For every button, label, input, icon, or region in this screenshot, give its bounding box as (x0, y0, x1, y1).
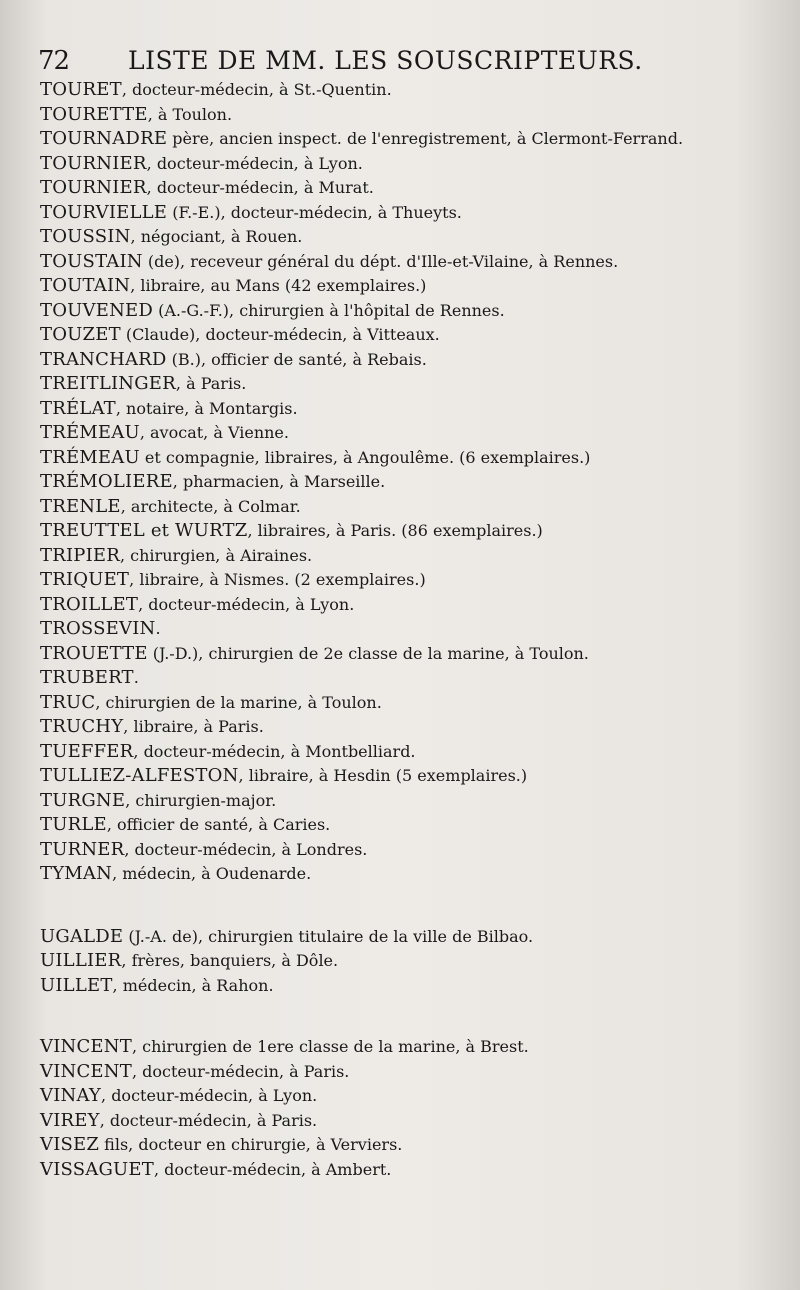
subscriber-detail: fils, docteur en chirurgie, à Verviers. (99, 1135, 403, 1154)
subscriber-name: TROSSEVIN (40, 618, 156, 639)
subscriber-entry (40, 421, 780, 446)
subscriber-entry (40, 1035, 780, 1060)
subscriber-detail: , négociant, à Rouen. (130, 227, 303, 246)
subscriber-detail: , pharmacien, à Marseille. (172, 472, 386, 491)
subscriber-entry (40, 1158, 780, 1183)
subscriber-entry (40, 225, 780, 250)
subscriber-entry (40, 176, 780, 201)
subscriber-name: TOURNIER (40, 152, 147, 174)
subscriber-detail: , médecin, à Oudenarde. (112, 864, 312, 883)
subscriber-name: TURLE (40, 814, 107, 835)
subscriber-entry (40, 789, 780, 814)
subscriber-name: VISEZ (40, 1134, 100, 1155)
subscriber-entry (40, 201, 780, 226)
subscriber-entry (40, 1084, 780, 1109)
subscriber-name: TRUBERT (40, 667, 134, 688)
subscriber-name: VINAY (40, 1085, 102, 1106)
section-gap (40, 887, 780, 925)
subscriber-detail: (B.), officier de santé, à Rebais. (166, 349, 427, 369)
subscriber-detail: , à Toulon. (147, 104, 233, 124)
subscriber-detail: , frères, banquiers, à Dôle. (121, 951, 339, 970)
subscriber-name: TOUTAIN (40, 275, 131, 296)
subscriber-entry (40, 1060, 780, 1085)
subscriber-name: TOURVIELLE (40, 201, 168, 223)
subscriber-detail: , docteur-médecin, à Londres. (124, 839, 368, 859)
subscriber-detail: (J.-D.), chirurgien de 2e classe de la marine, à Toulon. (147, 643, 589, 663)
subscriber-detail: . (155, 619, 161, 638)
subscriber-name: TRUC (40, 691, 96, 713)
subscriber-name: TRIPIER (40, 544, 120, 566)
subscriber-name: TOUVENED (40, 299, 153, 321)
subscriber-detail: . (133, 668, 139, 687)
subscriber-entry (40, 925, 780, 950)
subscriber-detail: , docteur-médecin, à Ambert. (153, 1159, 392, 1179)
subscriber-name: TREITLINGER (40, 373, 176, 394)
subscriber-detail: , docteur-médecin, à St.-Quentin. (121, 80, 392, 99)
subscriber-detail: , docteur-médecin, à Lyon. (101, 1086, 318, 1105)
subscriber-detail: , docteur-médecin, à Paris. (131, 1061, 350, 1081)
subscriber-entry (40, 250, 780, 275)
subscriber-detail: , docteur-médecin, à Lyon. (146, 153, 363, 173)
subscriber-name: VIREY (40, 1109, 100, 1131)
subscriber-detail: , libraire, au Mans (42 exemplaires.) (130, 276, 427, 295)
subscriber-detail: , architecte, à Colmar. (120, 496, 301, 516)
subscriber-detail: (F.-E.), docteur-médecin, à Thueyts. (167, 202, 462, 222)
subscriber-detail: , médecin, à Rahon. (112, 975, 274, 995)
subscriber-detail: (de), receveur général du dépt. d'Ille-et-Vilaine, à Rennes. (142, 251, 619, 271)
subscriber-name: TRÉMEAU (40, 446, 140, 468)
subscriber-entry (40, 813, 780, 838)
subscriber-name: TROUETTE (40, 642, 148, 664)
subscriber-entry (40, 764, 780, 789)
entry-group-v (40, 1035, 780, 1182)
subscriber-entry (40, 1109, 780, 1134)
subscriber-name: TRANCHARD (40, 348, 167, 370)
subscriber-name: TRÉMOLIERE (40, 471, 173, 492)
subscriber-name: TOUZET (40, 324, 121, 345)
subscriber-entry (40, 519, 780, 544)
subscriber-name: TURNER (40, 838, 125, 860)
subscriber-list (40, 78, 780, 1182)
subscriber-name: VINCENT (40, 1060, 132, 1082)
subscriber-entry (40, 838, 780, 863)
subscriber-detail: , docteur-médecin, à Paris. (99, 1110, 318, 1130)
subscriber-detail: , docteur-médecin, à Murat. (146, 178, 374, 197)
running-title: LISTE DE MM. LES SOUSCRIPTEURS. (128, 46, 643, 75)
subscriber-entry (40, 1133, 780, 1158)
subscriber-detail: , docteur-médecin, à Montbelliard. (133, 741, 416, 761)
section-gap (40, 998, 780, 1035)
subscriber-name: UGALDE (40, 925, 124, 947)
page-number: 72 (38, 46, 70, 76)
subscriber-name: TRÉLAT (40, 397, 116, 419)
subscriber-detail: , officier de santé, à Caries. (106, 815, 331, 834)
subscriber-detail: , chirurgien de 1ere classe de la marine, à Brest. (131, 1037, 529, 1056)
subscriber-detail: (J.-A. de), chirurgien titulaire de la ville de Bilbao. (123, 926, 534, 946)
subscriber-entry (40, 544, 780, 569)
subscriber-detail: , avocat, à Vienne. (139, 423, 289, 442)
subscriber-entry (40, 323, 780, 348)
subscriber-name: TRENLE (40, 495, 121, 517)
subscriber-detail: , chirurgien-major. (125, 790, 277, 810)
subscriber-entry (40, 372, 780, 397)
subscriber-entry (40, 348, 780, 373)
subscriber-entry (40, 666, 780, 691)
subscriber-entry (40, 642, 780, 667)
subscriber-name: TOUSTAIN (40, 250, 143, 272)
subscriber-detail: , libraires, à Paris. (86 exemplaires.) (247, 521, 543, 540)
subscriber-name: TRIQUET (40, 569, 130, 590)
subscriber-name: TROILLET (40, 593, 139, 615)
subscriber-name: TOURNADRE (40, 128, 168, 149)
subscriber-entry (40, 274, 780, 299)
subscriber-entry (40, 127, 780, 152)
subscriber-detail: , à Paris. (175, 374, 247, 393)
subscriber-name: TYMAN (40, 863, 113, 884)
subscriber-entry (40, 862, 780, 887)
subscriber-entry (40, 103, 780, 128)
subscriber-entry (40, 691, 780, 716)
subscriber-entry (40, 470, 780, 495)
entry-group-t (40, 78, 780, 887)
subscriber-name: TRÉMEAU (40, 422, 140, 443)
subscriber-entry (40, 740, 780, 765)
subscriber-entry (40, 949, 780, 974)
subscriber-detail: , libraire, à Paris. (123, 717, 264, 736)
subscriber-entry (40, 568, 780, 593)
subscriber-name: TRUCHY (40, 716, 124, 737)
subscriber-entry (40, 495, 780, 520)
subscriber-entry (40, 446, 780, 471)
subscriber-name: UILLET (40, 974, 113, 996)
subscriber-entry (40, 974, 780, 999)
subscriber-name: TUEFFER (40, 740, 134, 762)
subscriber-name: TOURET (40, 79, 122, 100)
subscriber-name: TOUSSIN (40, 226, 131, 247)
subscriber-name: UILLIER (40, 950, 122, 971)
subscriber-name: VISSAGUET (40, 1158, 154, 1180)
entry-group-u (40, 925, 780, 999)
page-header (38, 46, 778, 76)
subscriber-name: VINCENT (40, 1036, 132, 1057)
subscriber-name: TREUTTEL et WURTZ (40, 520, 248, 541)
subscriber-detail: , docteur-médecin, à Lyon. (138, 594, 355, 614)
subscriber-detail: et compagnie, libraires, à Angoulême. (6 exemplaires.) (139, 447, 591, 467)
subscriber-entry (40, 397, 780, 422)
subscriber-detail: , notaire, à Montargis. (115, 398, 298, 418)
subscriber-name: TURGNE (40, 789, 126, 811)
subscriber-entry (40, 715, 780, 740)
subscriber-name: TULLIEZ-ALFESTON (40, 765, 239, 786)
subscriber-name: TOURETTE (40, 103, 148, 125)
subscriber-detail: père, ancien inspect. de l'enregistrement, à Clermont-Ferrand. (167, 129, 684, 148)
subscriber-entry (40, 299, 780, 324)
subscriber-entry (40, 78, 780, 103)
subscriber-detail: (A.-G.-F.), chirurgien à l'hôpital de Rennes. (153, 300, 505, 320)
subscriber-detail: (Claude), docteur-médecin, à Vitteaux. (120, 325, 440, 344)
subscriber-detail: , libraire, à Hesdin (5 exemplaires.) (238, 766, 528, 785)
subscriber-detail: , chirurgien de la marine, à Toulon. (95, 692, 382, 712)
subscriber-detail: , chirurgien, à Airaines. (119, 545, 313, 565)
subscriber-entry (40, 593, 780, 618)
subscriber-entry (40, 152, 780, 177)
subscriber-detail: , libraire, à Nismes. (2 exemplaires.) (129, 570, 426, 589)
subscriber-entry (40, 617, 780, 642)
subscriber-name: TOURNIER (40, 177, 147, 198)
